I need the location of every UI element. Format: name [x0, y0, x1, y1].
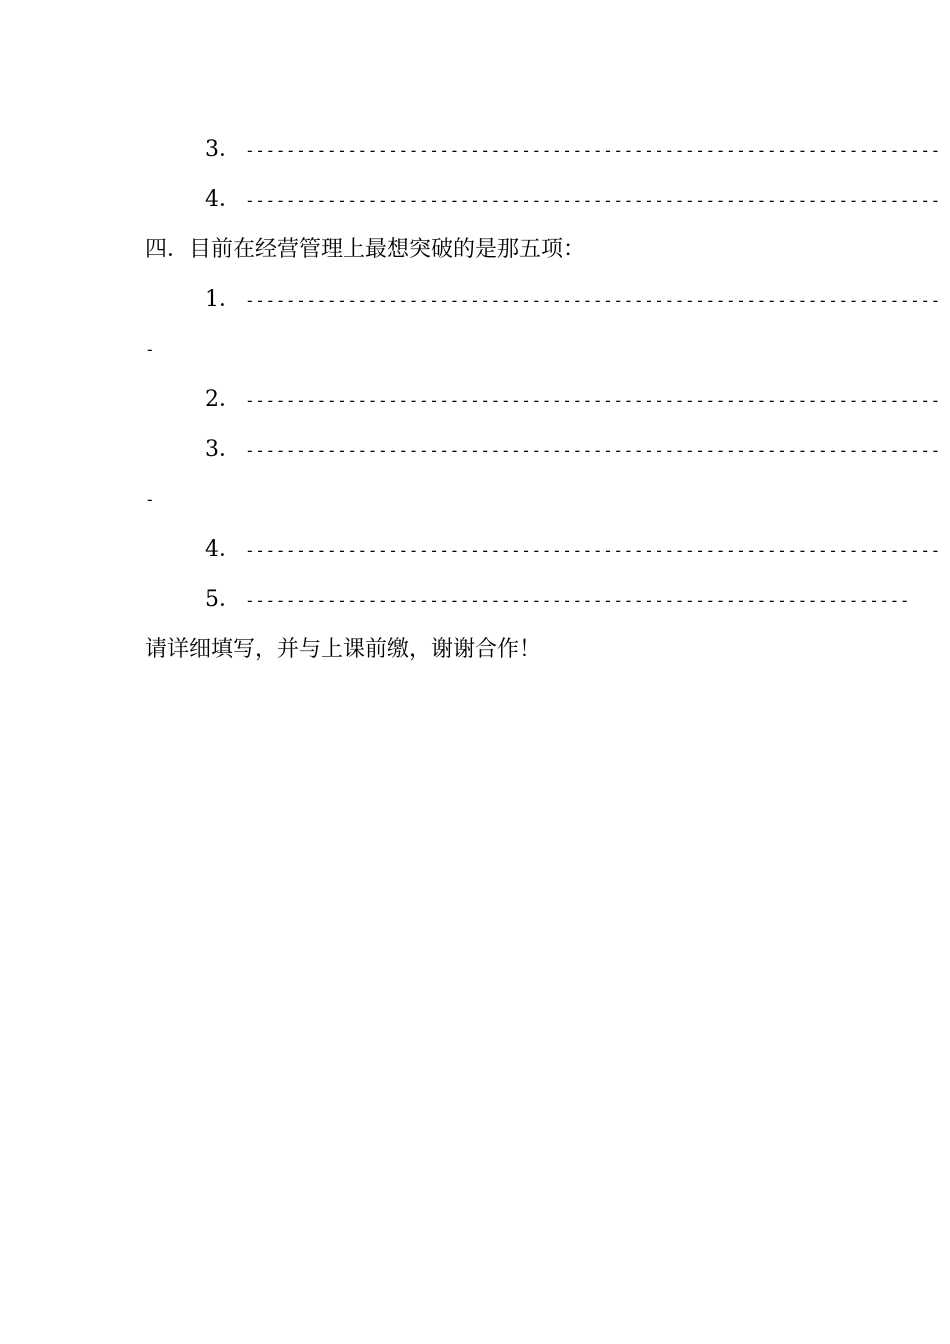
item-number: 5． — [205, 587, 241, 612]
fill-in-blank[interactable]: -------------------------------------------------------------------- — [245, 391, 941, 410]
section4-item-4 — [205, 535, 941, 566]
section4-item-2 — [205, 385, 941, 416]
section4-heading: 四．目前在经营管理上最想突破的是那五项： — [145, 237, 586, 262]
section4-item-3 — [205, 435, 941, 466]
fill-in-blank[interactable]: -------------------------------------------------------------------- — [245, 441, 941, 460]
item-number: 2． — [205, 387, 241, 412]
fill-in-blank[interactable]: -------------------------------------------------------------------- — [245, 291, 941, 310]
fill-in-blank[interactable]: -------------------------------------------------------------------- — [245, 141, 941, 160]
item-number: 1． — [205, 287, 241, 312]
wrapped-dash: - — [145, 490, 155, 509]
item-number: 4． — [205, 537, 241, 562]
item-number: 4． — [205, 187, 241, 212]
item-number: 3． — [205, 437, 241, 462]
fill-in-blank[interactable]: -------------------------------------------------------------------- — [245, 541, 941, 560]
wrapped-dash: - — [145, 340, 155, 359]
item-number: 3． — [205, 137, 241, 162]
section3-item-3 — [205, 135, 941, 166]
section3-item-4 — [205, 185, 941, 216]
fill-in-blank[interactable]: ----------------------------------------------------------------- — [245, 591, 911, 610]
section4-item-5 — [205, 585, 910, 616]
fill-in-blank[interactable]: -------------------------------------------------------------------- — [245, 191, 941, 210]
closing-note: 请详细填写，并与上课前缴，谢谢合作！ — [145, 637, 542, 662]
section4-item-1 — [205, 285, 941, 316]
